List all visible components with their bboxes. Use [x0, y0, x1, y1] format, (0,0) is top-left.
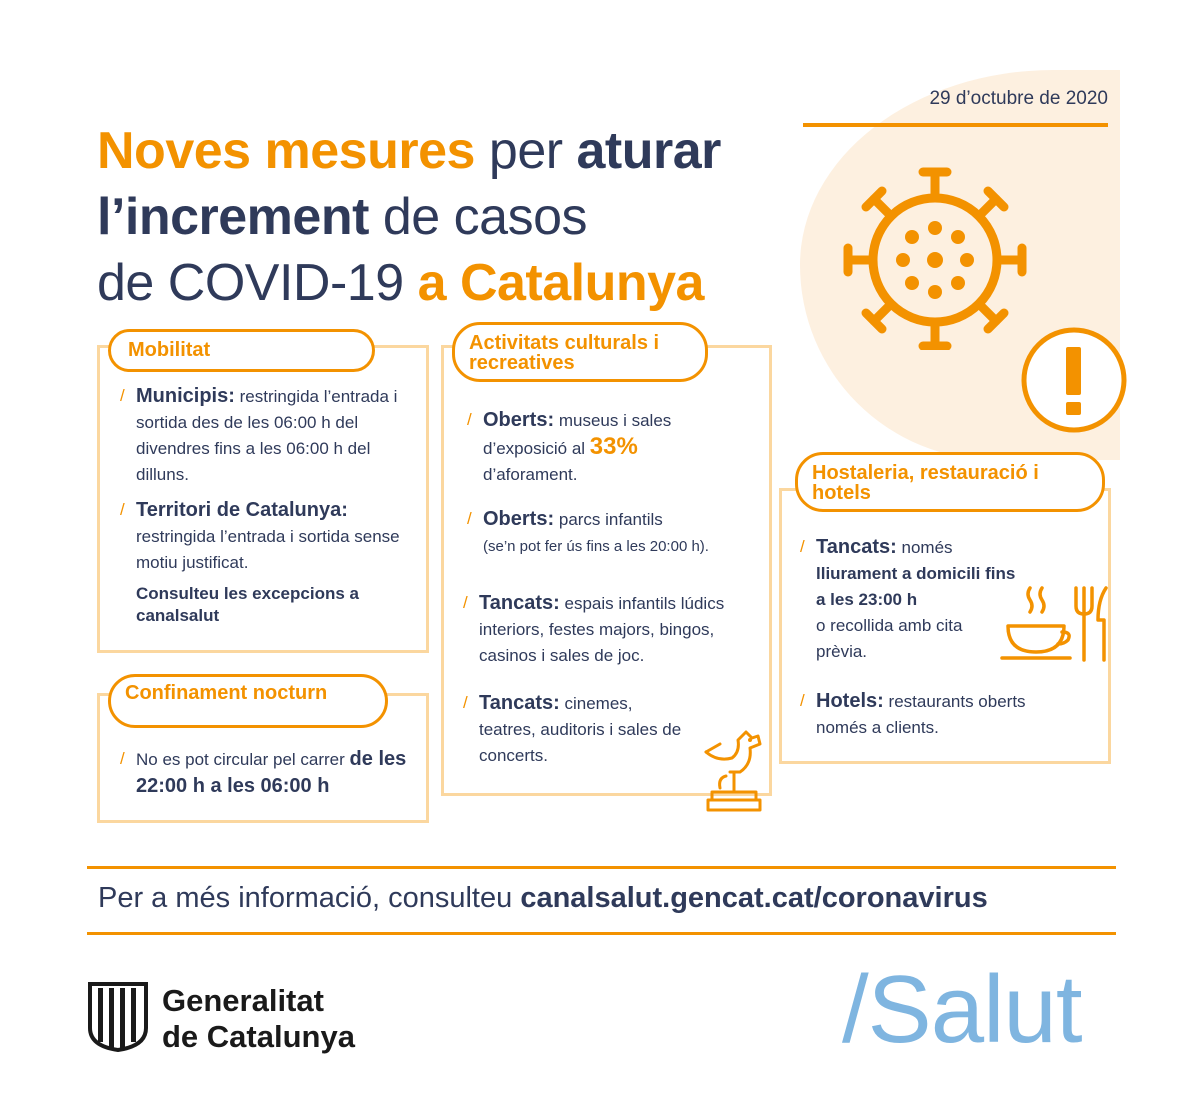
title-segment: Noves mesures — [97, 122, 475, 180]
item-label: Municipis: — [136, 385, 235, 407]
slash-bullet: / — [467, 410, 472, 429]
date-divider — [803, 123, 1108, 127]
mobilitat-tag: Mobilitat — [108, 329, 375, 372]
activitats-item-cinemes — [463, 690, 689, 769]
mobilitat-note: Consulteu les excepcions a canalsalut — [136, 584, 359, 625]
item-text: només — [901, 538, 953, 557]
generalitat-logo-icon — [86, 980, 150, 1052]
hostaleria-item-hotels — [800, 688, 1076, 741]
confinament-item — [120, 746, 416, 800]
item-bold: lliurament a domicili fins a les 23:00 h — [816, 564, 1016, 609]
generalitat-line-1: Generalitat — [162, 983, 324, 1018]
item-text: restringida l’entrada i sortida sense motiu justificat. — [136, 527, 400, 572]
title-segment: a Catalunya — [417, 254, 704, 312]
item-label: Territori de Catalunya: — [136, 499, 348, 521]
rocking-horse-icon — [698, 722, 768, 814]
slash-bullet: / — [463, 593, 468, 612]
item-text: d’aforament. — [483, 465, 578, 484]
title-line-1 — [97, 118, 721, 184]
activitats-item-parcs — [467, 506, 763, 560]
slash-bullet: / — [463, 693, 468, 712]
item-text: restaurants oberts només a clients. — [816, 692, 1026, 737]
activitats-tag: Activitats culturals i recreatives — [452, 322, 708, 382]
hostaleria-tag: Hostaleria, restauració i hotels — [795, 452, 1105, 512]
title-segment: de casos — [368, 188, 587, 246]
title-line-2 — [97, 184, 721, 250]
activitats-item-espais — [463, 590, 764, 669]
title-segment: de COVID-19 — [97, 254, 418, 312]
slash-bullet: / — [120, 500, 125, 519]
canalsalut-link[interactable]: canalsalut.gencat.cat/coronavirus — [520, 882, 988, 914]
confinament-tag: Confinament nocturn — [108, 674, 388, 728]
cup-cutlery-icon — [998, 582, 1116, 664]
hostaleria-item-tancats — [800, 534, 1016, 665]
item-text: museus i sales d’exposició al — [483, 411, 672, 458]
item-text: No es pot circular pel carrer — [136, 750, 345, 769]
item-note: (se’n pot fer ús fins a les 20:00 h). — [483, 538, 709, 555]
mobilitat-item-municipis — [120, 383, 416, 488]
mobilitat-item-territori — [120, 497, 416, 576]
item-bold: de les 22:00 h a les 06:00 h — [136, 748, 407, 797]
capacity-percent: 33% — [589, 433, 638, 460]
item-text: cinemes, teatres, auditoris i sales de concerts. — [479, 694, 682, 765]
footer-divider-bottom — [87, 932, 1116, 935]
footer-divider-top — [87, 866, 1116, 869]
generalitat-line-2: de Catalunya — [162, 1019, 355, 1054]
item-label: Oberts: — [483, 508, 555, 530]
item-label: Oberts: — [483, 409, 555, 431]
item-text: parcs infantils — [558, 510, 663, 529]
slash-bullet: / — [120, 386, 125, 405]
slash-bullet: / — [120, 749, 125, 768]
activitats-item-museus — [467, 407, 733, 488]
more-info-prefix: Per a més informació, consulteu — [98, 882, 521, 914]
warning-icon — [1020, 325, 1130, 435]
date-label: 29 d’octubre de 2020 — [929, 88, 1108, 109]
item-label: Tancats: — [816, 536, 897, 558]
more-info-text — [98, 882, 988, 915]
title-segment: per — [474, 122, 577, 180]
title-segment: aturar — [576, 122, 721, 180]
page-title — [97, 118, 721, 316]
item-text: o recollida amb cita prèvia. — [816, 616, 963, 661]
item-text: espais infantils lúdics interiors, festes majors, bingos, casinos i sales de joc. — [479, 594, 725, 665]
generalitat-name — [162, 983, 355, 1055]
title-line-3 — [97, 250, 721, 316]
salut-brand: /Salut — [842, 956, 1082, 1063]
item-label: Hotels: — [816, 690, 884, 712]
item-label: Tancats: — [479, 592, 560, 614]
slash-bullet: / — [800, 691, 805, 710]
slash-bullet: / — [800, 537, 805, 556]
slash-bullet: / — [467, 509, 472, 528]
item-text: restringida l’entrada i sortida des de les 06:00 h del divendres fins a les 06:00 h del dilluns. — [136, 387, 398, 484]
coronavirus-icon — [840, 150, 1040, 350]
item-label: Tancats: — [479, 692, 560, 714]
title-segment: l’increment — [97, 188, 369, 246]
